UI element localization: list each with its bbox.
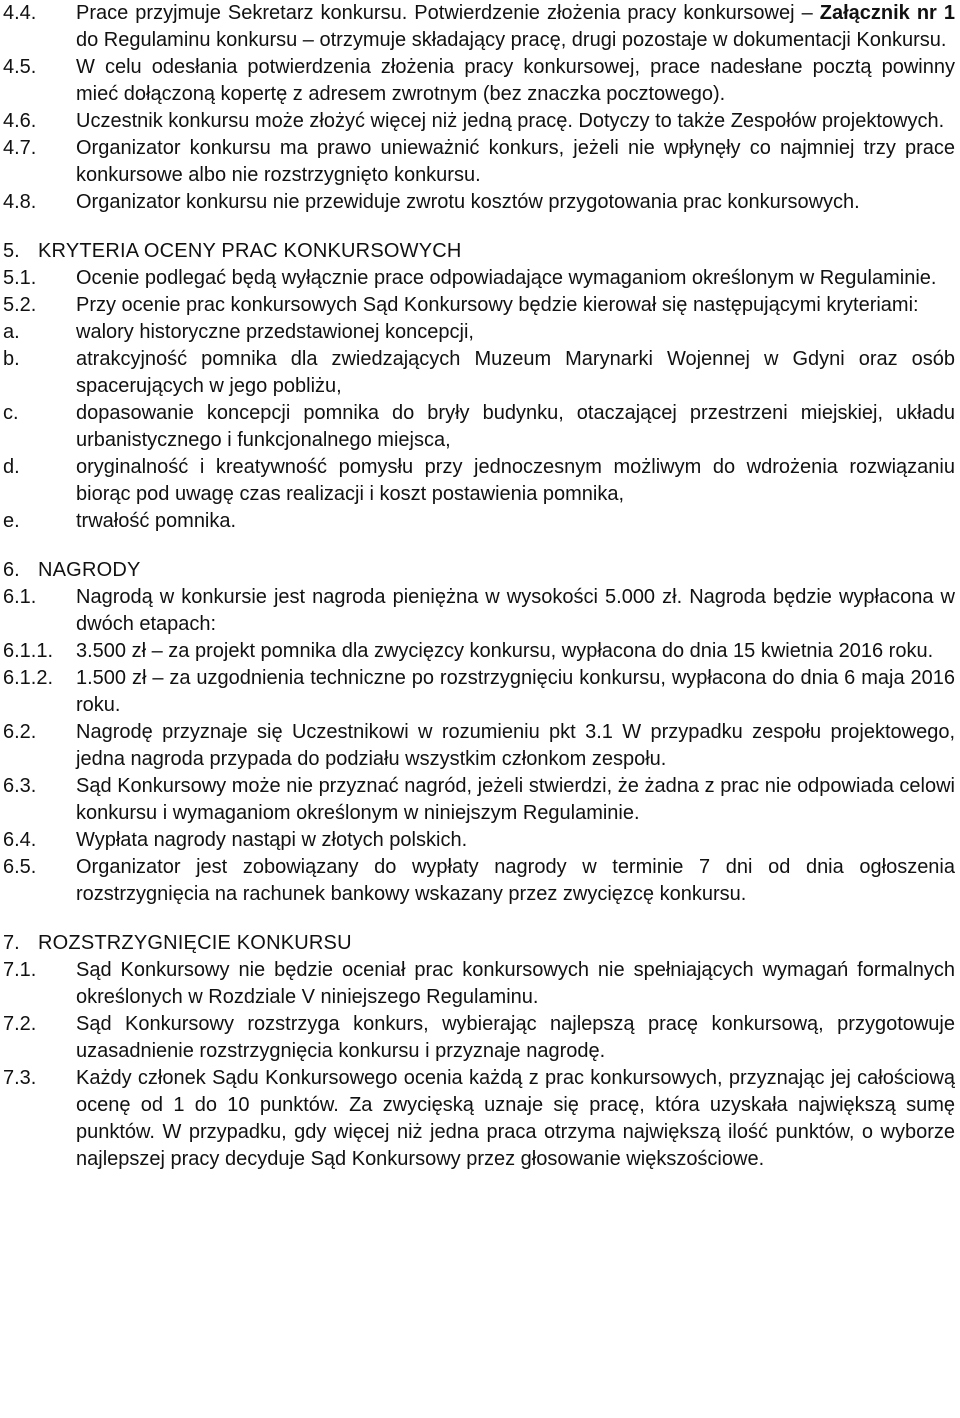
clause-5-1 [3, 265, 955, 292]
clause-6-1-2 [3, 665, 955, 719]
clause-6-2 [3, 719, 955, 773]
clause-number: 5.2. [3, 294, 37, 316]
clause-number: 4.6. [3, 110, 37, 132]
clause-text: Sąd Konkursowy może nie przyznać nagród, jeżeli stwierdzi, że żadna z prac nie odpowiada celowi konkursu i wymaganiom określonym w niniejszym Regulaminie. [76, 775, 955, 824]
clause-text: Uczestnik konkursu może złożyć więcej niż jedną pracę. Dotyczy to także Zespołów projektowych. [76, 110, 945, 132]
clause-7-3 [3, 1065, 955, 1173]
clause-text [76, 0, 955, 54]
attachment-reference: Załącznik nr 1 [819, 2, 955, 24]
clause-text: Każdy członek Sądu Konkursowego ocenia każdą z prac konkursowych, przyznając jej całościową ocenę od 1 do 10 punktów. Za zwycięską uznaje się pracę, która uzyskała największą sumę punktów. W przypadku, gdy więcej niż jedna praca otrzyma największą ilość punktów, o wyborze najlepszej pracy decyduje Sąd Konkursowy przez głosowanie większościowe. [76, 1067, 955, 1170]
clause-text: Sąd Konkursowy rozstrzyga konkurs, wybierając najlepszą pracę konkursową, przygotowuje uzasadnienie rozstrzygnięcia konkursu i przyznaje nagrodę. [76, 1013, 955, 1062]
clause-number: 6.3. [3, 775, 37, 797]
clause-6-3 [3, 773, 955, 827]
section-number: 5. [3, 240, 20, 262]
clause-number: 6.1.2. [3, 667, 54, 689]
list-letter: c. [3, 402, 19, 424]
clause-number: 6.2. [3, 721, 37, 743]
clause-text: 1.500 zł – za uzgodnienia techniczne po rozstrzygnięciu konkursu, wypłacona do dnia 6 maja 2016 roku. [76, 667, 955, 716]
criterion-b [3, 346, 955, 400]
section-7-items [3, 957, 955, 1173]
section-6-items [3, 584, 955, 908]
criterion-text: oryginalność i kreatywność pomysłu przy jednoczesnym możliwym do wdrożenia rozwiązaniu biorąc pod uwagę czas realizacji i koszt postawienia pomnika, [76, 456, 955, 505]
section-7-heading [3, 930, 955, 957]
clause-4-5 [3, 54, 955, 108]
criterion-text: walory historyczne przedstawionej koncepcji, [76, 321, 474, 343]
document-page [3, 0, 955, 1173]
list-letter: d. [3, 456, 20, 478]
clause-5-2 [3, 292, 955, 319]
clause-6-4 [3, 827, 955, 854]
criterion-c [3, 400, 955, 454]
clause-number: 5.1. [3, 267, 37, 289]
clause-number: 4.5. [3, 56, 37, 78]
clause-number: 6.5. [3, 856, 37, 878]
list-letter: e. [3, 510, 20, 532]
section-6-heading [3, 557, 955, 584]
clause-text: W celu odesłania potwierdzenia złożenia pracy konkursowej, prace nadesłane pocztą powinny mieć dołączoną kopertę z adresem zwrotnym (bez znaczka pocztowego). [76, 56, 955, 105]
clause-number: 6.1.1. [3, 640, 54, 662]
criterion-text: trwałość pomnika. [76, 510, 237, 532]
clause-text: Sąd Konkursowy nie będzie oceniał prac konkursowych nie spełniających wymagań formalnych określonych w Rozdziale V niniejszego Regulaminu. [76, 959, 955, 1008]
criterion-text: atrakcyjność pomnika dla zwiedzających Muzeum Marynarki Wojennej w Gdyni oraz osób spacerujących w jego pobliżu, [76, 348, 955, 397]
section-number: 7. [3, 932, 20, 954]
clause-text: Organizator konkursu nie przewiduje zwrotu kosztów przygotowania prac konkursowych. [76, 191, 860, 213]
clause-text: Organizator jest zobowiązany do wypłaty nagrody w terminie 7 dni od dnia ogłoszenia rozstrzygnięcia na rachunek bankowy wskazany przez zwycięzcę konkursu. [76, 856, 955, 905]
clause-number: 6.1. [3, 586, 37, 608]
clause-number: 4.4. [3, 2, 37, 24]
section-5-items [3, 265, 955, 535]
clause-number: 4.7. [3, 137, 37, 159]
criterion-d [3, 454, 955, 508]
clause-text-part: Prace przyjmuje Sekretarz konkursu. Potwierdzenie złożenia pracy konkursowej – [76, 2, 820, 24]
clause-text: Przy ocenie prac konkursowych Sąd Konkursowy będzie kierował się następującymi kryteriami: [76, 294, 919, 316]
clause-7-2 [3, 1011, 955, 1065]
clause-number: 7.1. [3, 959, 37, 981]
clause-6-1 [3, 584, 955, 638]
section-title: ROZSTRZYGNIĘCIE KONKURSU [38, 932, 352, 954]
clause-4-6 [3, 108, 955, 135]
clause-6-1-1 [3, 638, 955, 665]
clause-text-part: do Regulaminu konkursu – otrzymuje składający pracę, drugi pozostaje w dokumentacji Konkursu. [76, 29, 947, 51]
clause-4-7 [3, 135, 955, 189]
clause-4-4 [3, 0, 955, 54]
clause-number: 7.2. [3, 1013, 37, 1035]
clause-7-1 [3, 957, 955, 1011]
section-4-items [3, 0, 955, 216]
section-number: 6. [3, 559, 20, 581]
clause-text: Ocenie podlegać będą wyłącznie prace odpowiadające wymaganiom określonym w Regulaminie. [76, 267, 937, 289]
criterion-text: dopasowanie koncepcji pomnika do bryły budynku, otaczającej przestrzeni miejskiej, układu urbanistycznego i funkcjonalnego miejsca, [76, 402, 955, 451]
clause-text: Organizator konkursu ma prawo unieważnić konkurs, jeżeli nie wpłynęły co najmniej trzy prace konkursowe albo nie rozstrzygnięto konkursu. [76, 137, 955, 186]
list-letter: a. [3, 321, 20, 343]
clause-6-5 [3, 854, 955, 908]
section-5-heading [3, 238, 955, 265]
clause-4-8 [3, 189, 955, 216]
clause-text: 3.500 zł – za projekt pomnika dla zwycięzcy konkursu, wypłacona do dnia 15 kwietnia 2016 roku. [76, 640, 934, 662]
clause-text: Nagrodą w konkursie jest nagroda pieniężna w wysokości 5.000 zł. Nagroda będzie wypłacona w dwóch etapach: [76, 586, 955, 635]
section-title: KRYTERIA OCENY PRAC KONKURSOWYCH [38, 240, 462, 262]
criterion-e [3, 508, 955, 535]
criterion-a [3, 319, 955, 346]
list-letter: b. [3, 348, 20, 370]
clause-number: 7.3. [3, 1067, 37, 1089]
clause-text: Nagrodę przyznaje się Uczestnikowi w rozumieniu pkt 3.1 W przypadku zespołu projektowego, jedna nagroda przypada do podziału wszystkim członkom zespołu. [76, 721, 955, 770]
clause-number: 4.8. [3, 191, 37, 213]
clause-text: Wypłata nagrody nastąpi w złotych polskich. [76, 829, 468, 851]
clause-number: 6.4. [3, 829, 37, 851]
section-title: NAGRODY [38, 559, 141, 581]
